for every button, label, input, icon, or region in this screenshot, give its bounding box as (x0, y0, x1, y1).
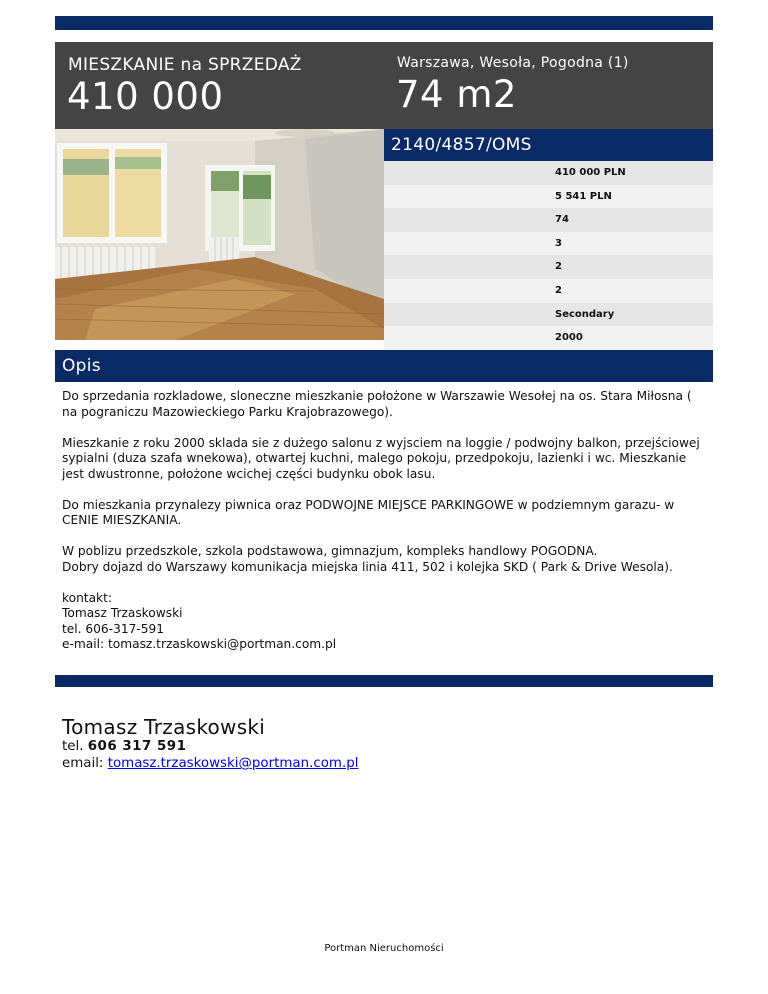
agent-email (62, 756, 358, 771)
apartment-photo (55, 129, 384, 340)
offer-price: 410 000 (67, 75, 224, 118)
offer-type: MIESZKANIE na SPRZEDAŻ (68, 55, 302, 75)
detail-value: 2 (555, 261, 562, 273)
detail-row-rooms (384, 232, 713, 256)
detail-value: 3 (555, 237, 562, 249)
detail-row-floor (384, 255, 713, 279)
description-paragraph: Do sprzedania rozkladowe, sloneczne mieszkanie położone w Warszawie Wesołej na os. Stara Miłosna ( na pograniczu Mazowieckiego Parku Krajobrazowego). (62, 389, 692, 419)
detail-value: 2 (555, 284, 562, 296)
description-body (62, 389, 710, 668)
offer-area: 74 m2 (396, 73, 517, 116)
agent-name: Tomasz Trzaskowski (62, 715, 266, 739)
detail-value: 5 541 PLN (555, 190, 612, 202)
description-title: Opis (62, 356, 101, 376)
detail-value: Secondary (555, 308, 615, 320)
agent-email-link[interactable]: tomasz.trzaskowski@portman.com.pl (107, 756, 359, 771)
detail-value: 74 (555, 214, 569, 226)
reference-number: 2140/4857/OMS (391, 135, 532, 155)
detail-row-price-per-m2 (384, 185, 713, 209)
detail-row-area (384, 208, 713, 232)
description-paragraph: Mieszkanie z roku 2000 sklada sie z dużego salonu z wyjsciem na loggie / podwojny balkon, przejściowej sypialni (duza szafa wnekowa), otwartej kuchni, malego pokoju, przedpokoju, lazienki i wc. Mieszkanie jest dwustronne, położone wcichej części budynku obok lasu. (62, 435, 700, 481)
footer-company: Portman Nieruchomości (324, 943, 444, 954)
reference-bar (384, 129, 713, 161)
detail-value: 2000 (555, 332, 583, 344)
agent-email-label: email: (62, 756, 104, 771)
detail-row-price (384, 161, 713, 185)
details-table (384, 161, 713, 350)
detail-row-year (384, 326, 713, 350)
agent-phone (62, 739, 186, 754)
header-offer-panel (55, 42, 384, 129)
top-accent-bar (55, 16, 713, 30)
offer-location: Warszawa, Wesoła, Pogodna (1) (397, 55, 629, 71)
header-location-panel (384, 42, 713, 129)
description-contact: kontakt: Tomasz Trzaskowski tel. 606-317-591 e-mail: tomasz.trzaskowski@portman.com.pl (62, 590, 337, 651)
agent-phone-number: 606 317 591 (87, 739, 187, 754)
detail-row-floors (384, 279, 713, 303)
description-header (55, 350, 713, 382)
divider-bar (55, 675, 713, 687)
detail-value: 410 000 PLN (555, 167, 626, 178)
description-paragraph: W poblizu przedszkole, szkola podstawowa, gimnazjum, kompleks handlowy POGODNA. Dobry dojazd do Warszawy komunikacja miejska linia 411, 502 i kolejka SKD ( Park & Drive Wesola). (62, 544, 673, 574)
agent-phone-label: tel. (62, 739, 84, 754)
detail-row-market (384, 303, 713, 327)
description-paragraph: Do mieszkania przynalezy piwnica oraz PODWOJNE MIEJSCE PARKINGOWE w podziemnym garazu- w CENIE MIESZKANIA. (62, 497, 675, 527)
